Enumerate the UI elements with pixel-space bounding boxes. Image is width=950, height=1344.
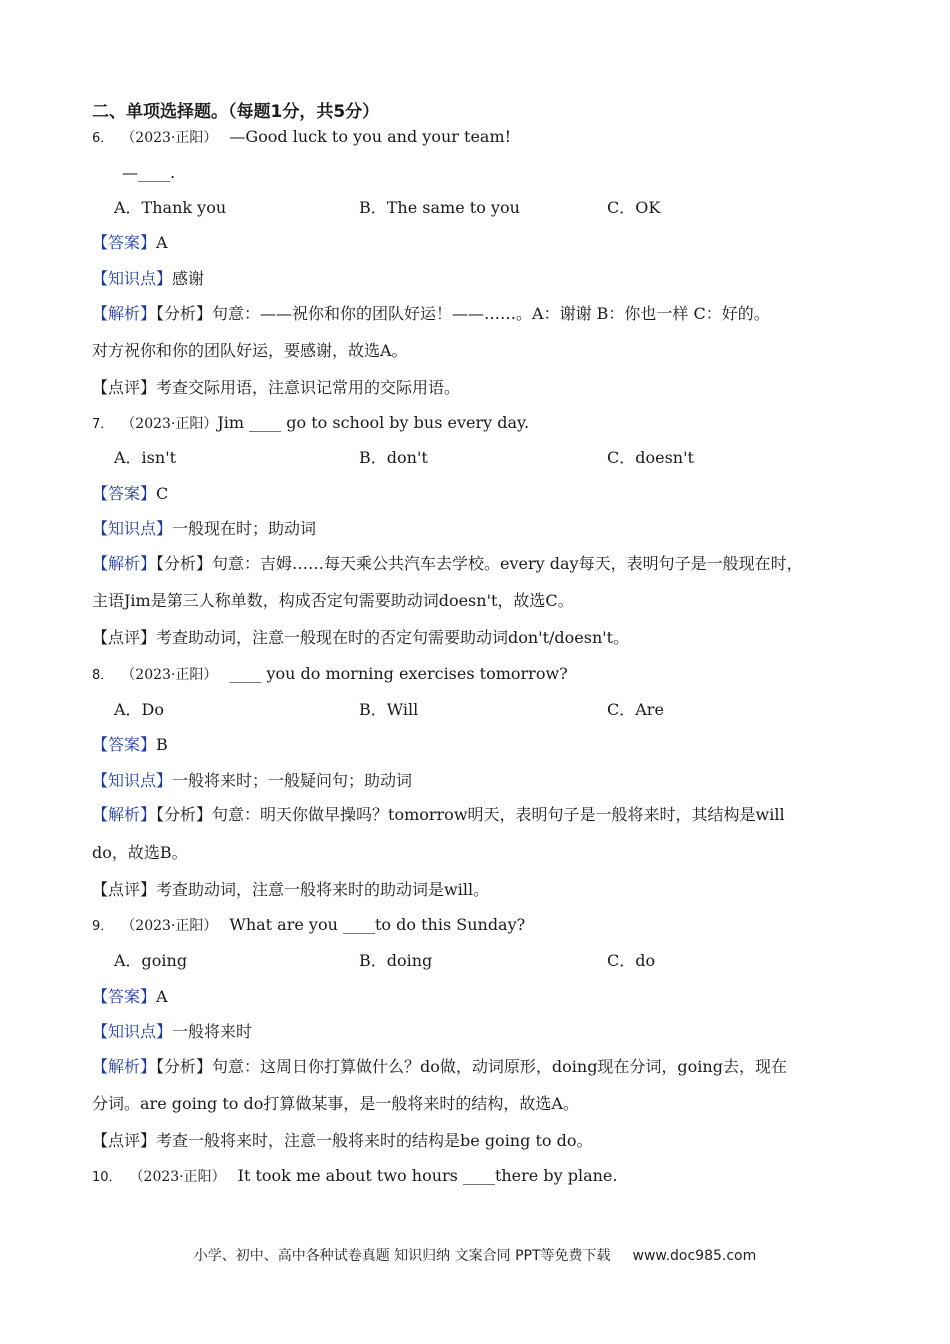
- answer-label: 【答案】: [92, 233, 157, 252]
- comment-text: 考查一般将来时，注意一般将来时的结构是be going to do。: [156, 1131, 593, 1150]
- question-text: ____ you do morning exercises tomorrow?: [229, 664, 568, 683]
- comment-line: [92, 628, 629, 648]
- knowledge-value: 感谢: [172, 269, 205, 288]
- analysis-line: [92, 1057, 787, 1077]
- section-title: 二、单项选择题。（每题1分，共5分）: [92, 102, 380, 122]
- question-10-stem: [92, 1166, 617, 1188]
- analysis-line: [92, 554, 803, 574]
- question-source: （2023·正阳）: [121, 130, 218, 146]
- analysis-line-2: 对方祝你和你的团队好运，要感谢，故选A。: [92, 341, 408, 360]
- question-6-stem: [92, 127, 511, 149]
- question-number: 6．: [92, 131, 114, 146]
- footer-text: 小学、初中、高中各种试卷真题 知识归纳 文案合同 PPT等免费下载: [193, 1248, 611, 1264]
- question-text: It took me about two hours ____there by plane.: [237, 1166, 618, 1185]
- answer-line: [92, 987, 168, 1007]
- analysis-line: [92, 805, 785, 825]
- option-a: A．Thank you: [114, 198, 227, 217]
- answer-value: A: [156, 987, 168, 1006]
- question-source: （2023·正阳）: [129, 1169, 226, 1185]
- option-a: A．Do: [114, 700, 165, 719]
- question-text: —Good luck to you and your team!: [229, 127, 512, 146]
- answer-line: [92, 484, 168, 504]
- knowledge-label: 【知识点】: [92, 519, 173, 538]
- answer-value: B: [156, 735, 168, 754]
- knowledge-line: [92, 269, 204, 289]
- knowledge-value: 一般现在时；助动词: [172, 519, 317, 538]
- option-b: B．The same to you: [359, 198, 520, 217]
- question-number: 8．: [92, 668, 114, 683]
- comment-text: 考查助动词，注意一般现在时的否定句需要助动词don't/doesn't。: [156, 628, 630, 647]
- comment-line: [92, 1131, 592, 1151]
- answer-line: [92, 233, 168, 253]
- analysis-text: 【分析】句意：吉姆……每天乘公共汽车去学校。every day每天，表明句子是一般现在时，: [156, 554, 803, 573]
- option-c: C．OK: [607, 198, 661, 217]
- question-7-stem: [92, 413, 529, 435]
- question-source: （2023·正阳）: [121, 918, 218, 934]
- question-9-stem: [92, 915, 525, 937]
- knowledge-line: [92, 1022, 252, 1042]
- comment-text: 考查交际用语，注意识记常用的交际用语。: [156, 378, 461, 397]
- question-source: （2023·正阳）: [121, 667, 218, 683]
- option-b: B．Will: [359, 700, 419, 719]
- question-number: 7．: [92, 417, 114, 432]
- comment-text: 考查助动词，注意一般将来时的助动词是will。: [156, 880, 490, 899]
- option-c: C．Are: [607, 700, 664, 719]
- knowledge-value: 一般将来时；一般疑问句；助动词: [172, 771, 413, 790]
- option-a: A．going: [114, 951, 188, 970]
- option-b: B．don't: [359, 448, 428, 467]
- question-number: 9．: [92, 919, 114, 934]
- option-a: A．isn't: [114, 448, 177, 467]
- question-text: Jim ____ go to school by bus every day.: [217, 413, 530, 432]
- answer-line: [92, 735, 168, 755]
- knowledge-label: 【知识点】: [92, 269, 173, 288]
- analysis-label: 【解析】: [92, 805, 157, 824]
- question-8-stem: [92, 664, 568, 686]
- answer-label: 【答案】: [92, 484, 157, 503]
- comment-label: 【点评】: [92, 880, 157, 899]
- page-footer: [0, 1245, 950, 1265]
- knowledge-value: 一般将来时: [172, 1022, 253, 1041]
- analysis-text: 【分析】句意：这周日你打算做什么？do做，动词原形，doing现在分词，going去，现在: [156, 1057, 787, 1076]
- question-6-reply: —____.: [122, 163, 176, 182]
- analysis-text: 【分析】句意：——祝你和你的团队好运！——……。A：谢谢 B：你也一样 C：好的。: [156, 304, 770, 323]
- footer-url[interactable]: www.doc985.com: [632, 1248, 757, 1264]
- knowledge-line: [92, 771, 412, 791]
- analysis-label: 【解析】: [92, 1057, 157, 1076]
- option-b: B．doing: [359, 951, 433, 970]
- knowledge-line: [92, 519, 316, 539]
- comment-line: [92, 880, 489, 900]
- analysis-line-2: 分词。are going to do打算做某事，是一般将来时的结构，故选A。: [92, 1094, 579, 1113]
- comment-label: 【点评】: [92, 628, 157, 647]
- comment-label: 【点评】: [92, 1131, 157, 1150]
- analysis-line-2: do，故选B。: [92, 843, 188, 862]
- comment-label: 【点评】: [92, 378, 157, 397]
- analysis-line: [92, 304, 770, 324]
- question-number: 10．: [92, 1170, 122, 1185]
- answer-value: A: [156, 233, 168, 252]
- analysis-text: 【分析】句意：明天你做早操吗？tomorrow明天，表明句子是一般将来时，其结构是will: [156, 805, 785, 824]
- question-text: What are you ____to do this Sunday?: [229, 915, 526, 934]
- option-c: C．doesn't: [607, 448, 694, 467]
- answer-value: C: [156, 484, 169, 503]
- comment-line: [92, 378, 460, 398]
- knowledge-label: 【知识点】: [92, 771, 173, 790]
- question-source: （2023·正阳）: [121, 416, 218, 432]
- answer-label: 【答案】: [92, 735, 157, 754]
- knowledge-label: 【知识点】: [92, 1022, 173, 1041]
- option-c: C．do: [607, 951, 656, 970]
- analysis-label: 【解析】: [92, 554, 157, 573]
- analysis-line-2: 主语Jim是第三人称单数，构成否定句需要助动词doesn't，故选C。: [92, 591, 574, 610]
- answer-label: 【答案】: [92, 987, 157, 1006]
- analysis-label: 【解析】: [92, 304, 157, 323]
